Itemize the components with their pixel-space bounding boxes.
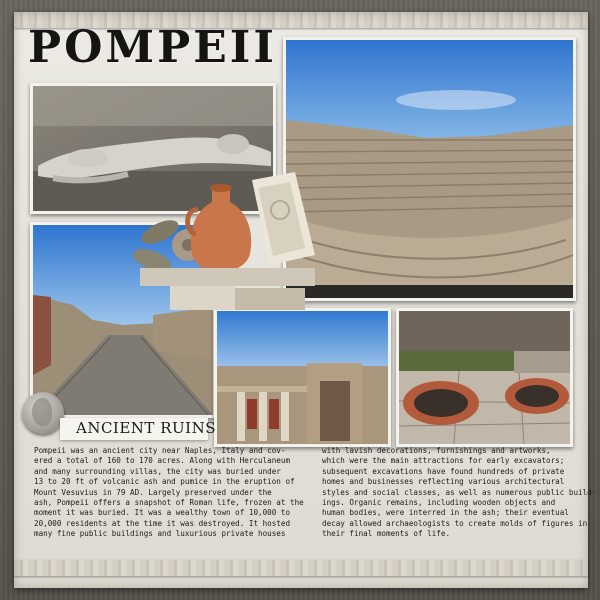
page-title: POMPEII: [28, 22, 277, 73]
photo-thermopolium: [396, 308, 573, 447]
bottom-stone-strip: [14, 560, 588, 576]
photo-amphitheater: [283, 37, 576, 301]
embellishment-cluster: [130, 170, 325, 315]
photo-house-columns: [214, 308, 391, 447]
stacked-stones: [140, 268, 315, 310]
terracotta-jug: [188, 184, 252, 272]
section-label: ANCIENT RUINS: [76, 419, 216, 437]
body-text-column-1: Pompeii was an ancient city near Naples, Italy and cov- ered a total of 160 to 170 acres. Along with Herculaneum and many surrounding villas, the city was buried under 13 to 20 ft of volcanic ash and pumice in the eruption of Mount Vesuvius in 79 AD. Largely preserved under the ash, Pompeii offers a snapshot of Roman life, frozen at the moment it was buried. It was a wealthy town of 10,000 to 20,000 residents at the time it was destroyed. It hosted many fine public buildings and luxurious private houses: [34, 446, 304, 539]
carved-stone-tablet: [252, 172, 315, 265]
coin-profile-icon: [32, 398, 52, 426]
body-text-column-2: with lavish decorations, furnishings and artworks, which were the main attractions for early excavators; subsequent excavations have found hundreds of private homes and businesses reflecting various architectural styles and social classes, as well as numerous public build- ings. Organic remains, including wooden objects and human bodies, were interred in the ash; their eventual decay allowed archaeologists to create molds of figures in their final moments of life.: [322, 446, 597, 539]
